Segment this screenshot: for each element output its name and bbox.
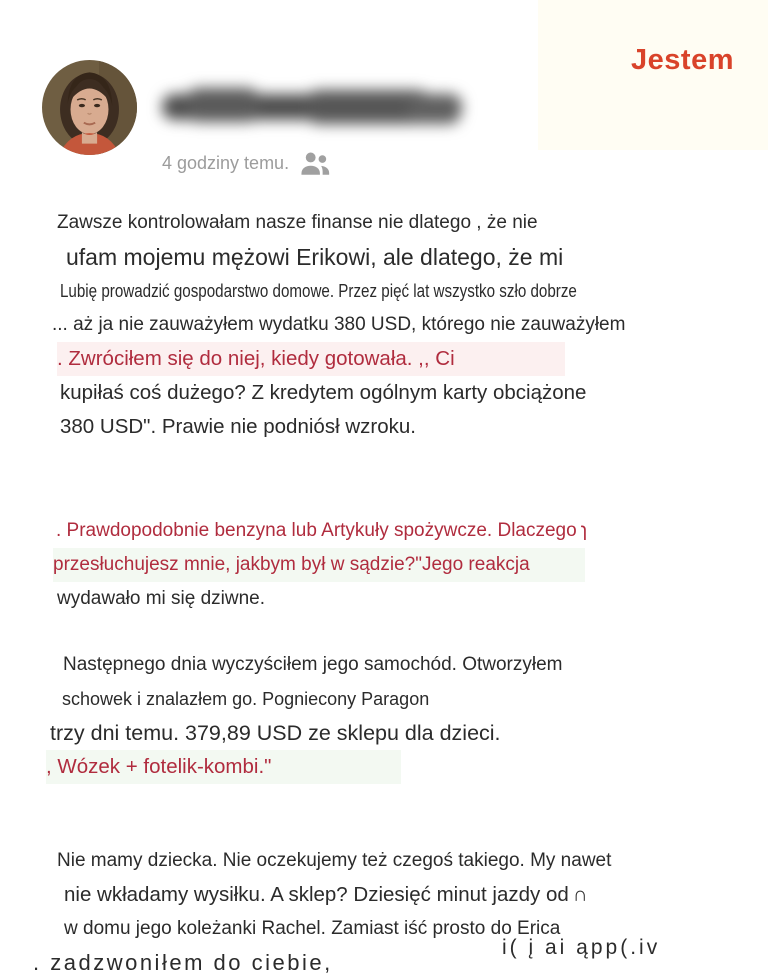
- paragraph: [0, 514, 768, 616]
- post-meta: [162, 148, 331, 178]
- text-line: . Zwróciłem się do niej, kiedy gotowała. ,, Ci: [57, 342, 768, 376]
- group-icon: [299, 148, 331, 178]
- text-line: . zadzwoniłem do ciebie,: [33, 950, 333, 975]
- corner-label: Jestem: [631, 44, 734, 76]
- avatar-photo: [42, 60, 137, 155]
- stray-glyph: ɿ: [580, 520, 588, 541]
- text-line: ... aż ja nie zauważyłem wydatku 380 USD, którego nie zauważyłem: [52, 314, 626, 335]
- post-body: [0, 206, 768, 980]
- text-line: Następnego dnia wyczyściłem jego samochód. Otworzyłem: [63, 654, 563, 675]
- text-line: , Wózek + fotelik-kombi.": [46, 750, 768, 784]
- text-line: 380 USD". Prawie nie podniósł wzroku.: [60, 415, 416, 438]
- text-line: . Prawdopodobnie benzyna lub Artykuły spożywcze. Dlaczego ɿ: [56, 520, 588, 541]
- timestamp: 4 godziny temu.: [162, 152, 290, 173]
- bottom-cutoff-text: i( į ai ąpp(.iv: [502, 936, 661, 959]
- text-line: schowek i znalazłem go. Pogniecony Paragon: [62, 689, 430, 709]
- username-blurred[interactable]: [158, 86, 468, 132]
- text-line: nie wkładamy wysiłku. A sklep? Dziesięć minut jazdy od ∩: [64, 883, 588, 906]
- paragraph: [0, 206, 768, 444]
- text-line: trzy dni temu. 379,89 USD ze sklepu dla dzieci.: [50, 721, 501, 745]
- avatar[interactable]: [42, 60, 137, 155]
- text-line: ufam mojemu mężowi Erikowi, ale dlatego, że mi: [66, 244, 564, 270]
- text-line: Lubię prowadzić gospodarstwo domowe. Przez pięć lat wszystko szło dobrze: [60, 280, 577, 301]
- text-line: wydawało mi się dziwne.: [57, 588, 266, 609]
- text-line: Zawsze kontrolowałam nasze finanse nie dlatego , że nie: [57, 212, 538, 233]
- text-line: przesłuchujesz mnie, jakbym był w sądzie?"Jego reakcja: [53, 548, 768, 582]
- stray-glyph: ∩: [572, 883, 588, 906]
- text-line: w domu jego koleżanki Rachel. Zamiast iść prosto do Erica: [64, 918, 561, 939]
- paragraph: [0, 648, 768, 784]
- text-line: kupiłaś coś dużego? Z kredytem ogólnym karty obciążone: [60, 381, 587, 404]
- text-line: Nie mamy dziecka. Nie oczekujemy też czegoś takiego. My nawet: [57, 850, 612, 871]
